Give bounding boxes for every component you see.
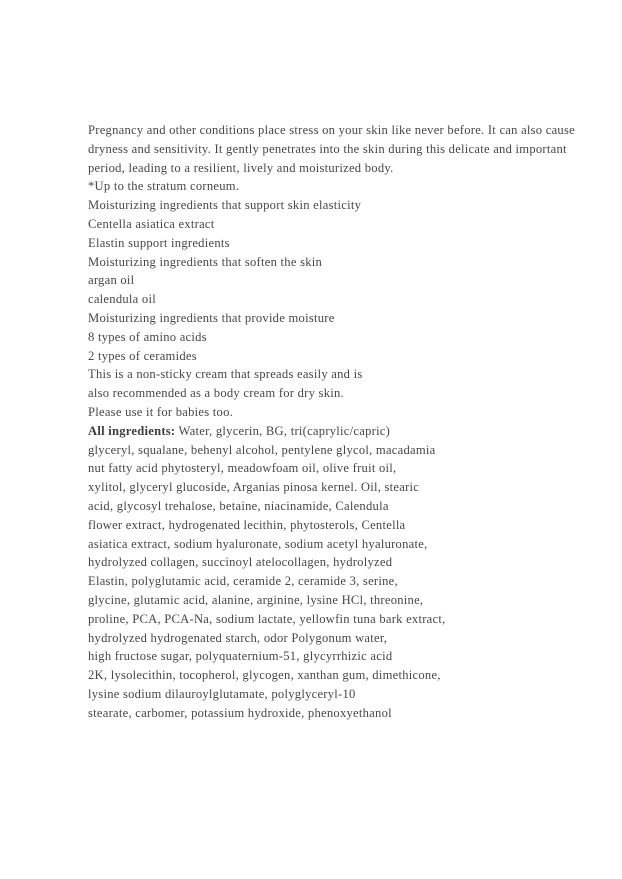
text-line: Centella asiatica extract <box>88 216 215 231</box>
text-line: Elastin, polyglutamic acid, ceramide 2, ceramide 3, serine, <box>88 574 398 589</box>
text-line: hydrolyzed collagen, succinoyl atelocollagen, hydrolyzed <box>88 555 393 570</box>
all-ingredients-label: All ingredients: <box>88 423 176 438</box>
text-line: *Up to the stratum corneum. <box>88 179 240 194</box>
text-line: 2K, lysolecithin, tocopherol, glycogen, xanthan gum, dimethicone, <box>88 668 441 683</box>
text-line: argan oil <box>88 273 135 288</box>
text-line: also recommended as a body cream for dry skin. <box>88 386 344 401</box>
text-line: high fructose sugar, polyquaternium-51, glycyrrhizic acid <box>88 649 393 664</box>
text-line: calendula oil <box>88 292 156 307</box>
text-line: glyceryl, squalane, behenyl alcohol, pentylene glycol, macadamia <box>88 442 436 457</box>
text-line: period, leading to a resilient, lively and moisturized body. <box>88 160 394 175</box>
text-line: 8 types of amino acids <box>88 329 207 344</box>
text-line: This is a non-sticky cream that spreads easily and is <box>88 367 363 382</box>
text-line: dryness and sensitivity. It gently penetrates into the skin during this delicate and important <box>88 141 567 156</box>
text-line: Moisturizing ingredients that support skin elasticity <box>88 198 362 213</box>
text-line: stearate, carbomer, potassium hydroxide, phenoxyethanol <box>88 705 392 720</box>
body-text-block <box>88 121 575 723</box>
text-line: xylitol, glyceryl glucoside, Arganias pinosa kernel. Oil, stearic <box>88 480 420 495</box>
text-line: proline, PCA, PCA-Na, sodium lactate, yellowfin tuna bark extract, <box>88 611 446 626</box>
text-line: Moisturizing ingredients that soften the skin <box>88 254 323 269</box>
text-line: Moisturizing ingredients that provide moisture <box>88 310 335 325</box>
text-line: Pregnancy and other conditions place stress on your skin like never before. It can also cause <box>88 123 575 137</box>
text-line: nut fatty acid phytosteryl, meadowfoam oil, olive fruit oil, <box>88 461 397 476</box>
text-line: hydrolyzed hydrogenated starch, odor Polygonum water, <box>88 630 388 645</box>
text-line: acid, glycosyl trehalose, betaine, niacinamide, Calendula <box>88 498 389 513</box>
text-line: glycine, glutamic acid, alanine, arginine, lysine HCl, threonine, <box>88 592 424 607</box>
text-line: lysine sodium dilauroylglutamate, polyglyceryl-10 <box>88 686 356 701</box>
text-line: Elastin support ingredients <box>88 235 230 250</box>
text-line: All ingredients: Water, glycerin, BG, tri(caprylic/capric) <box>88 423 391 438</box>
text-line: asiatica extract, sodium hyaluronate, sodium acetyl hyaluronate, <box>88 536 428 551</box>
text-line: 2 types of ceramides <box>88 348 197 363</box>
text-lines <box>88 121 575 723</box>
text-line: flower extract, hydrogenated lecithin, phytosterols, Centella <box>88 517 406 532</box>
text-line: Please use it for babies too. <box>88 404 234 419</box>
